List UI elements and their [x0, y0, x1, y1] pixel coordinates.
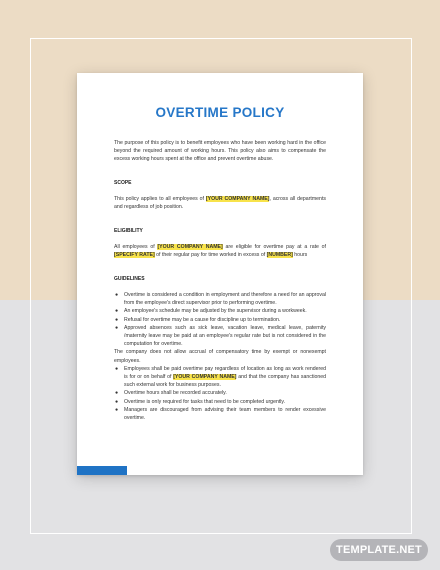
list-item-text: Employees shall be paid overtime pay regardless of location as long as work rendered is for or on behalf of [124, 365, 326, 381]
list-item [114, 307, 326, 315]
list-item [114, 389, 326, 397]
list-item-text: Overtime is considered a condition in employment and therefore a need for an approval from the employee's direct supervisor prior to performing overtime. [124, 292, 326, 307]
list-item [114, 365, 326, 390]
bullet-icon: ● [115, 308, 119, 315]
bullet-icon: ● [115, 324, 119, 331]
bullet-icon: ● [115, 365, 119, 372]
eligibility-paragraph [114, 243, 326, 259]
list-item [114, 398, 326, 406]
list-item-text: Approved absences such as sick leave, vacation leave, medical leave, paternity /maternity leave may be paid at an employee's regular rate but is not considered in the computation for overtime. [124, 324, 326, 348]
number-placeholder: [NUMBER] [266, 252, 293, 259]
list-item [114, 291, 326, 307]
document-title: OVERTIME POLICY [155, 105, 285, 120]
document-page [77, 73, 363, 475]
scope-text-end: , across all departments and regardless of job position. [114, 196, 326, 211]
scope-text: This policy applies to all employees of [114, 196, 206, 202]
list-item [114, 348, 326, 364]
intro-paragraph: The purpose of this policy is to benefit employees who have been working hard in the office beyond the required amount of working hours. This policy also aims to compensate the excess working hours spent at the office and prevent overtime abuse. [114, 140, 326, 163]
bullet-icon: ● [115, 390, 119, 397]
scope-heading: SCOPE [114, 180, 132, 186]
bullet-icon: ● [115, 316, 119, 323]
bullet-icon: ● [115, 406, 119, 413]
rate-placeholder: [SPECIFY RATE] [114, 252, 155, 259]
list-item-text: Overtime hours shall be recorded accurately. [124, 390, 227, 397]
guidelines-list [114, 291, 326, 422]
template-net-logo[interactable]: TEMPLATE.NET [330, 539, 428, 561]
list-item-text: The company does not allow accrual of compensatory time by exempt or nonexempt employees. [114, 349, 326, 364]
bullet-icon: ● [115, 292, 119, 298]
list-item [114, 324, 326, 349]
company-name-placeholder: [YOUR COMPANY NAME] [157, 244, 223, 250]
list-item-text: Refusal for overtime may be a cause for discipline up to termination. [124, 316, 281, 323]
list-item [114, 316, 326, 324]
company-name-placeholder: [YOUR COMPANY NAME] [205, 196, 270, 202]
list-item [114, 406, 326, 422]
scope-paragraph [114, 195, 326, 211]
list-item-text: Overtime is only required for tasks that need to be completed urgently. [124, 398, 286, 405]
company-name-placeholder: [YOUR COMPANY NAME] [173, 374, 237, 381]
accent-bar [77, 466, 127, 475]
bullet-icon: ● [115, 398, 119, 405]
eligibility-text: are eligible for overtime pay at a rate of [222, 244, 326, 250]
eligibility-text: All employees of [114, 244, 158, 250]
guidelines-heading: GUIDELINES [114, 276, 145, 282]
eligibility-text: hours [292, 252, 308, 259]
list-item-text: An employee's schedule may be adjusted by the supervisor during a workweek. [124, 308, 307, 315]
eligibility-text: of their regular pay for time worked in excess of [154, 252, 267, 259]
eligibility-heading: ELIGIBILITY [114, 228, 143, 234]
list-item-text: Managers are discouraged from advising their team members to render excessive overtime. [124, 406, 326, 422]
list-item-text: and that the company has sanctioned such external work for business purposes. [124, 374, 327, 389]
